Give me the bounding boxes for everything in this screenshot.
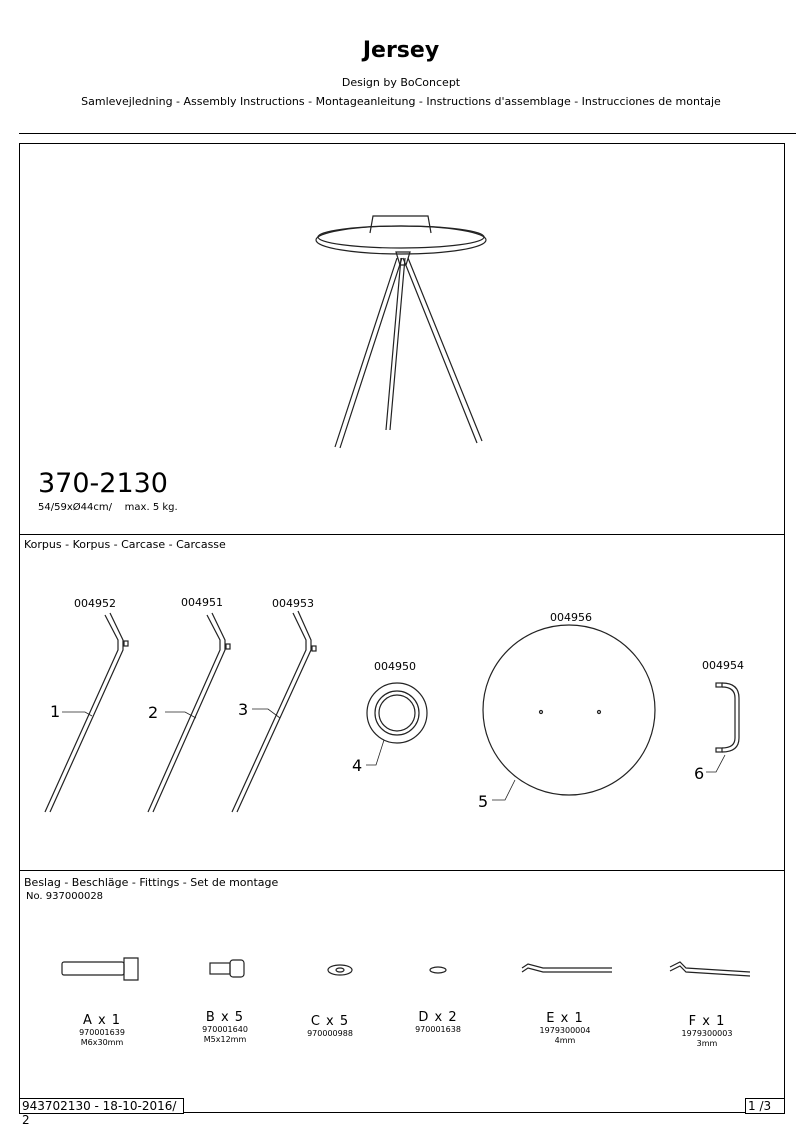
part-number: 004952: [74, 597, 116, 610]
fitting-f: [652, 1014, 762, 1049]
part-index: 6: [694, 764, 705, 783]
part-number: 004950: [374, 660, 416, 673]
document-number: 943702130 - 18-10-2016/ 2: [19, 1098, 184, 1114]
part-index: 4: [352, 756, 363, 775]
fitting-qty: A x 1: [82, 1013, 122, 1028]
base-plate-drawing: [366, 683, 427, 765]
fittings-heading: Beslag - Beschläge - Fittings - Set de montage: [24, 876, 279, 889]
fitting-spec: M6x30mm: [80, 1038, 124, 1047]
part-index: 3: [238, 700, 249, 719]
fitting-code: 970001639: [79, 1028, 125, 1037]
top-drawing: [483, 625, 655, 800]
fitting-d: [383, 1010, 493, 1035]
fitting-a: [47, 1013, 157, 1048]
fitting-qty: D x 2: [418, 1010, 458, 1025]
fitting-e: [510, 1011, 620, 1046]
subtitle: Samlevejledning - Assembly Instructions - Montageanleitung - Instructions d'assemblage - Instrucciones de montaje: [81, 95, 721, 108]
part-number: 004954: [702, 659, 744, 672]
product-dimensions: [38, 502, 178, 513]
fitting-b: [170, 1010, 280, 1045]
fitting-spec: M5x12mm: [203, 1035, 247, 1044]
fitting-spec: 4mm: [554, 1036, 576, 1045]
fittings-set-number: No. 937000028: [26, 891, 104, 902]
fitting-qty: B x 5: [205, 1010, 245, 1025]
carcase-heading: Korpus - Korpus - Carcase - Carcasse: [24, 538, 226, 551]
fitting-spec: 3mm: [696, 1039, 718, 1048]
part-index: 1: [50, 702, 61, 721]
fitting-qty: E x 1: [546, 1011, 584, 1026]
part-index: 5: [478, 792, 489, 811]
fitting-code: 1979300003: [681, 1029, 733, 1038]
dimensions: 54/59xØ44cm/: [38, 502, 112, 513]
max-load: max. 5 kg.: [124, 502, 178, 513]
designer-line: Design by BoConcept: [341, 76, 461, 89]
part-number: 004951: [181, 596, 223, 609]
table-illustration: [316, 216, 486, 448]
part-number: 004953: [272, 597, 314, 610]
leg-drawings: [45, 611, 316, 812]
product-code: 370-2130: [38, 468, 168, 499]
fitting-c: [275, 1014, 385, 1039]
handle-drawing: [706, 683, 739, 772]
fitting-qty: C x 5: [310, 1014, 350, 1029]
fitting-code: 970001638: [415, 1025, 461, 1034]
page-number: 1 /3: [745, 1098, 785, 1114]
fittings-drawings: [62, 958, 750, 980]
part-number: 004956: [550, 611, 592, 624]
part-index: 2: [148, 703, 159, 722]
fitting-code: 1979300004: [539, 1026, 591, 1035]
fitting-code: 970001640: [202, 1025, 248, 1034]
page-title: Jersey: [362, 38, 440, 63]
fitting-code: 970000988: [307, 1029, 353, 1038]
fitting-qty: F x 1: [688, 1014, 726, 1029]
